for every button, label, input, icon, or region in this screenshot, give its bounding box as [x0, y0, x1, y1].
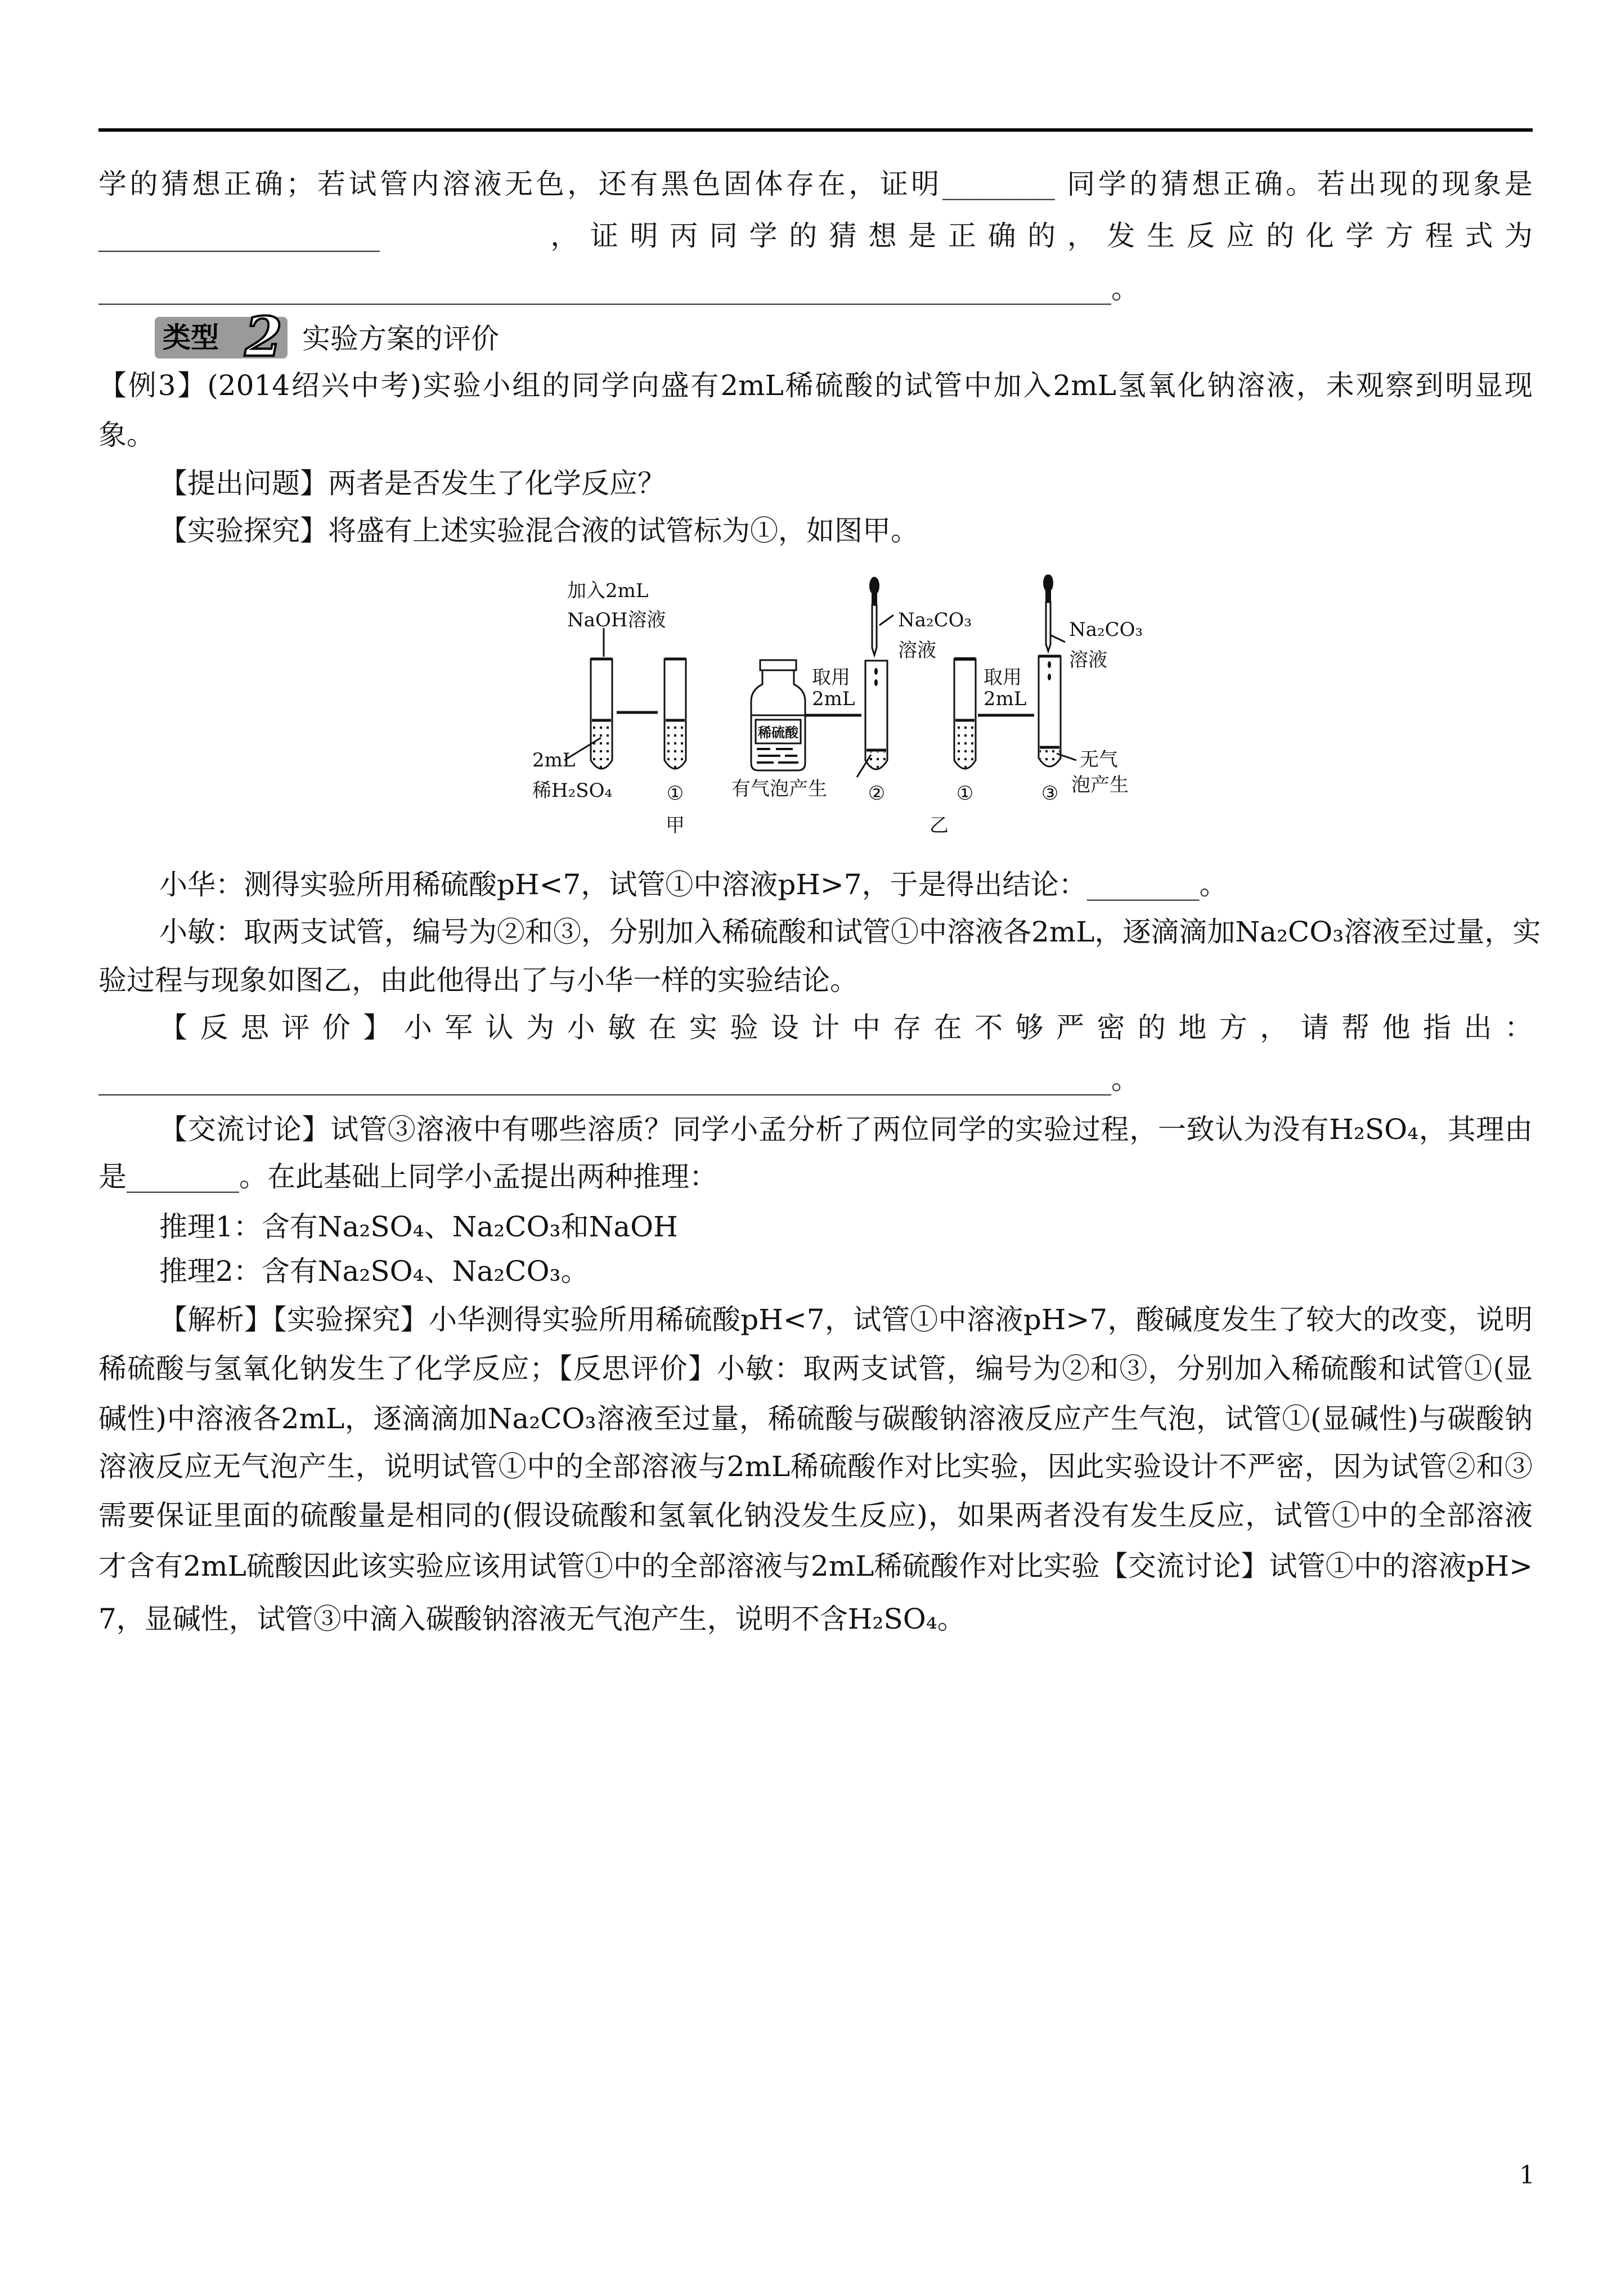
header-rule: [98, 128, 1533, 132]
reagent-label: Na₂CO₃: [898, 609, 972, 631]
acid-name-label: 稀H₂SO₄: [532, 779, 613, 802]
panel-label: 甲: [666, 814, 685, 833]
tube-number: ③: [1041, 782, 1059, 805]
text-line: 需要保证里面的硫酸量是相同的(假设硫酸和氢氧化钠没发生反应)，如果两者没有发生反应，试管①中的全部溶液: [98, 1499, 1533, 1532]
no-bubbles-label: 无气: [1080, 748, 1118, 771]
text-line: 【交流讨论】试管③溶液中有哪些溶质？同学小孟分析了两位同学的实验过程，一致认为没有H₂SO₄，其理由: [159, 1113, 1533, 1146]
text-line: 推理2：含有Na₂SO₄、Na₂CO₃。: [159, 1255, 589, 1288]
reagent-label: 溶液: [1069, 649, 1107, 671]
text-line: 【解析】【实验探究】小华测得实验所用稀硫酸pH<7，试管①中溶液pH>7，酸碱度发生了较大的改变，说明: [159, 1303, 1533, 1336]
bubbles-label: 有气泡产生: [731, 778, 827, 800]
text-line: 是________。在此基础上同学小孟提出两种推理：: [98, 1160, 717, 1193]
text-line: 【实验探究】将盛有上述实验混合液的试管标为①，如图甲。: [159, 514, 919, 547]
text-line: 学的猜想正确；若试管内溶液无色，还有黑色固体存在，证明________ 同学的猜想正确。若出现的现象是: [98, 168, 1533, 200]
text-line: ____________________ ，证明丙同学的猜想是正确的，发生反应的化学方程式为: [98, 219, 1533, 252]
text-line: 象。: [98, 419, 155, 451]
no-bubbles-label: 泡产生: [1071, 774, 1129, 796]
text-line: 才含有2mL硫酸因此该实验应该用试管①中的全部溶液与2mL稀硫酸作对比实验【交流讨论】试管①中的溶液pH>: [98, 1550, 1533, 1582]
tube-number: ①: [666, 782, 684, 805]
badge-number: 2: [245, 305, 282, 369]
section-title: 实验方案的评价: [302, 322, 499, 355]
reagent-label: Na₂CO₃: [1069, 618, 1143, 641]
text-line: 小华：测得实验所用稀硫酸pH<7，试管①中溶液pH>7，于是得出结论：________。: [159, 868, 1228, 901]
text-line: 稀硫酸与氢氧化钠发生了化学反应；【反思评价】小敏：取两支试管，编号为②和③，分别加入稀硫酸和试管①(显: [98, 1352, 1533, 1385]
text-line: 碱性)中溶液各2mL，逐滴滴加Na₂CO₃溶液至过量，稀硫酸与碳酸钠溶液反应产生气泡，试管①(显碱性)与碳酸钠: [98, 1402, 1533, 1435]
tube-number: ①: [956, 782, 974, 805]
take-label: 2mL: [984, 688, 1027, 710]
text-line: 验过程与现象如图乙，由此他得出了与小华一样的实验结论。: [98, 964, 858, 997]
page-number: 1: [1519, 2161, 1535, 2190]
text-line: 推理1：含有Na₂SO₄、Na₂CO₃和NaOH: [159, 1210, 678, 1243]
text-line: 【提出问题】两者是否发生了化学反应？: [159, 467, 666, 500]
take-label: 2mL: [812, 688, 855, 710]
take-label: 取用: [812, 666, 850, 689]
text-line: ________________________________________________________________________。: [98, 1063, 1139, 1096]
add-naoh-label: NaOH溶液: [567, 609, 666, 631]
text-line: 【反思评价】小军认为小敏在实验设计中存在不够严密的地方，请帮他指出：: [159, 1011, 1533, 1044]
text-line: 7，显碱性，试管③中滴入碳酸钠溶液无气泡产生，说明不含H₂SO₄。: [98, 1603, 966, 1635]
experiment-figure: [531, 575, 1157, 833]
text-line: 【例3】(2014绍兴中考)实验小组的同学向盛有2mL稀硫酸的试管中加入2mL氢氧化钠溶液，未观察到明显现: [98, 369, 1533, 402]
tube-number: ②: [868, 782, 886, 805]
text-line: 溶液反应无气泡产生，说明试管①中的全部溶液与2mL稀硫酸作对比实验，因此实验设计不严密，因为试管②和③: [98, 1450, 1533, 1483]
text-line: 小敏：取两支试管，编号为②和③，分别加入稀硫酸和试管①中溶液各2mL，逐滴滴加Na₂CO₃溶液至过量，实: [159, 916, 1541, 948]
bottle-label: 稀硫酸: [758, 724, 798, 741]
acid-volume-label: 2mL: [532, 749, 576, 772]
add-naoh-label: 加入2mL: [567, 580, 649, 602]
badge-label: 类型: [163, 321, 219, 354]
take-label: 取用: [984, 666, 1022, 689]
reagent-label: 溶液: [898, 639, 936, 662]
text-line: ________________________________________________________________________。: [98, 272, 1139, 305]
section-badge: [155, 305, 288, 369]
panel-label: 乙: [930, 814, 949, 833]
